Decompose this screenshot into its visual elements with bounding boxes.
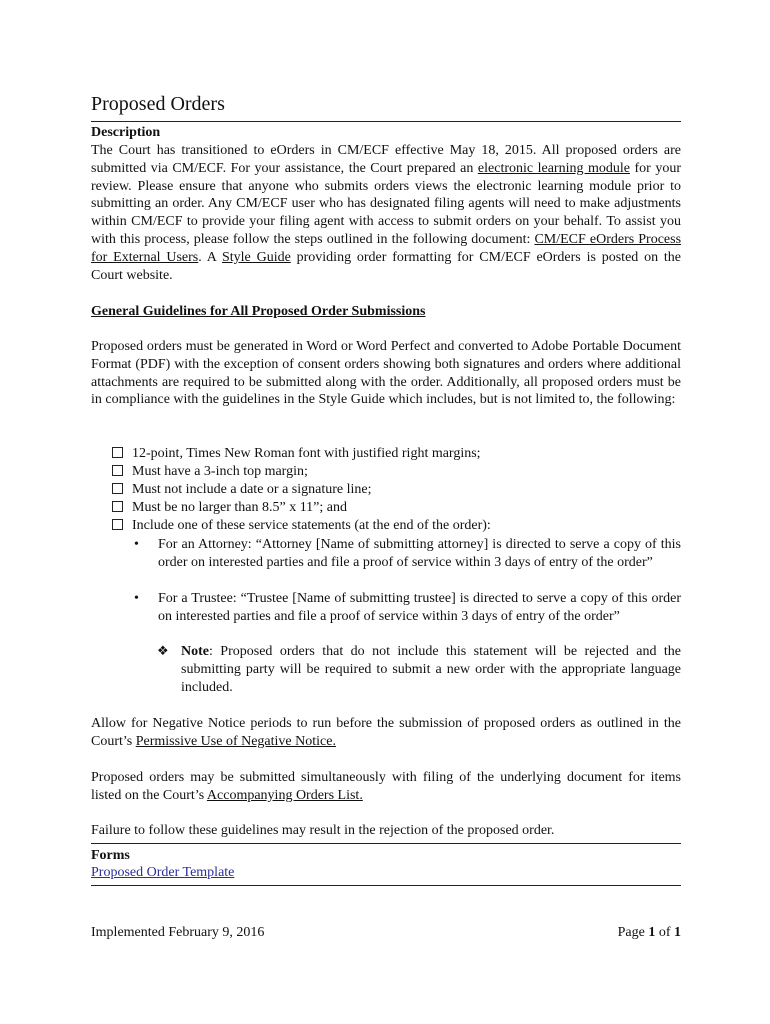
checklist-item (112, 481, 372, 499)
description-text-3: . A (198, 249, 217, 265)
description-heading: Description (91, 125, 161, 140)
note-label: Note (181, 644, 209, 659)
bullet-icon: • (134, 537, 139, 552)
guidelines-intro: Proposed orders must be generated in Word or Word Perfect and converted to Adobe Portable Document Format (PDF) with the exception of consent orders showing both signatures and orders where additional attachments are required to be submitted along with the order. Additionally, all proposed orders must be in compliance with the guidelines in the Style Guide which includes, but is not limited to, the following: (91, 339, 681, 408)
empty-checkbox-icon (112, 519, 123, 530)
note-item (157, 643, 681, 696)
four-diamond-icon: ❖ (157, 644, 169, 659)
forms-heading: Forms (91, 848, 130, 863)
description-text-1: The Court has transitioned to eOrders in CM/ECF effective May 18, 2015. All proposed orders are submitted via CM/ECF. For your assistance, the Court prepared an (91, 143, 681, 176)
guidelines-heading: General Guidelines for All Proposed Order Submissions (91, 304, 426, 319)
forms-divider-bottom (91, 885, 681, 886)
checklist-item (112, 517, 491, 535)
title-divider (91, 121, 681, 122)
proposed-order-template-link-text[interactable]: Proposed Order Template (91, 865, 235, 880)
eorders-process-link[interactable]: CM/ECF eOrders Process for External Users (91, 231, 682, 265)
total-pages: 1 (674, 925, 681, 940)
accompanying-orders-text: Proposed orders may be submitted simultaneously with filing of the underlying document for items listed on the Court’s (91, 770, 681, 803)
note-text (181, 643, 681, 696)
note-body: : Proposed orders that do not include this statement will be rejected and the submitting party will be required to submit a new order with the appropriate language included. (181, 644, 681, 695)
trustee-statement-bullet (134, 590, 681, 626)
attorney-statement-bullet (134, 536, 681, 572)
checklist-item-text: Must be no larger than 8.5” x 11”; and (132, 500, 348, 515)
empty-checkbox-icon (112, 501, 123, 512)
elearning-module-link[interactable]: electronic learning module (477, 160, 630, 176)
accompanying-orders-link[interactable]: Accompanying Orders List. (206, 787, 363, 803)
page-of-label: of (655, 925, 674, 940)
current-page: 1 (648, 925, 656, 940)
checklist-item-text: Must have a 3-inch top margin; (132, 464, 308, 479)
empty-checkbox-icon (112, 447, 123, 458)
page-number (618, 924, 681, 942)
attorney-statement-text: For an Attorney: “Attorney [Name of submitting attorney] is directed to serve a copy of this order on interested parties and file a proof of service within 3 days of entry of the order” (158, 537, 681, 570)
negative-notice-text: Allow for Negative Notice periods to run before the submission of proposed orders as outlined in the Court’s (91, 716, 681, 749)
checklist-item (112, 445, 481, 463)
empty-checkbox-icon (112, 483, 123, 494)
negative-notice-link[interactable]: Permissive Use of Negative Notice. (135, 733, 336, 749)
failure-paragraph: Failure to follow these guidelines may result in the rejection of the proposed order. (91, 823, 555, 838)
checklist-item-text: Include one of these service statements (at the end of the order): (132, 518, 491, 533)
style-guide-link[interactable]: Style Guide (221, 249, 291, 265)
accompanying-orders-paragraph (91, 769, 681, 805)
negative-notice-paragraph (91, 715, 681, 751)
proposed-order-template-link[interactable] (91, 864, 234, 882)
empty-checkbox-icon (112, 465, 123, 476)
checklist-item (112, 499, 347, 517)
forms-divider-top (91, 843, 681, 844)
trustee-statement-text: For a Trustee: “Trustee [Name of submitting trustee] is directed to serve a copy of this order on interested parties and file a proof of service within 3 days of entry of the order” (158, 591, 681, 624)
page-label: Page (617, 925, 649, 940)
checklist-item-text: 12-point, Times New Roman font with justified right margins; (132, 446, 481, 461)
description-text-4: providing order formatting for CM/ECF eOrders is posted on the Court website. (91, 249, 682, 283)
implemented-date: Implemented February 9, 2016 (91, 925, 265, 940)
page-title: Proposed Orders (91, 93, 225, 115)
bullet-icon: • (134, 591, 139, 606)
checklist-item-text: Must not include a date or a signature line; (132, 482, 372, 497)
page-footer (91, 924, 681, 942)
description-text-2: for your review. Please ensure that anyone who submits orders views the electronic learning module prior to submitting an order. Any CM/ECF user who has designated filing agents will need to make adjustments within CM/ECF to provide your filing agent with access to submit orders on your behalf. To assist you with this process, please follow the steps outlined in the following document: (91, 160, 681, 247)
checklist-item (112, 463, 308, 481)
description-paragraph (91, 142, 681, 284)
